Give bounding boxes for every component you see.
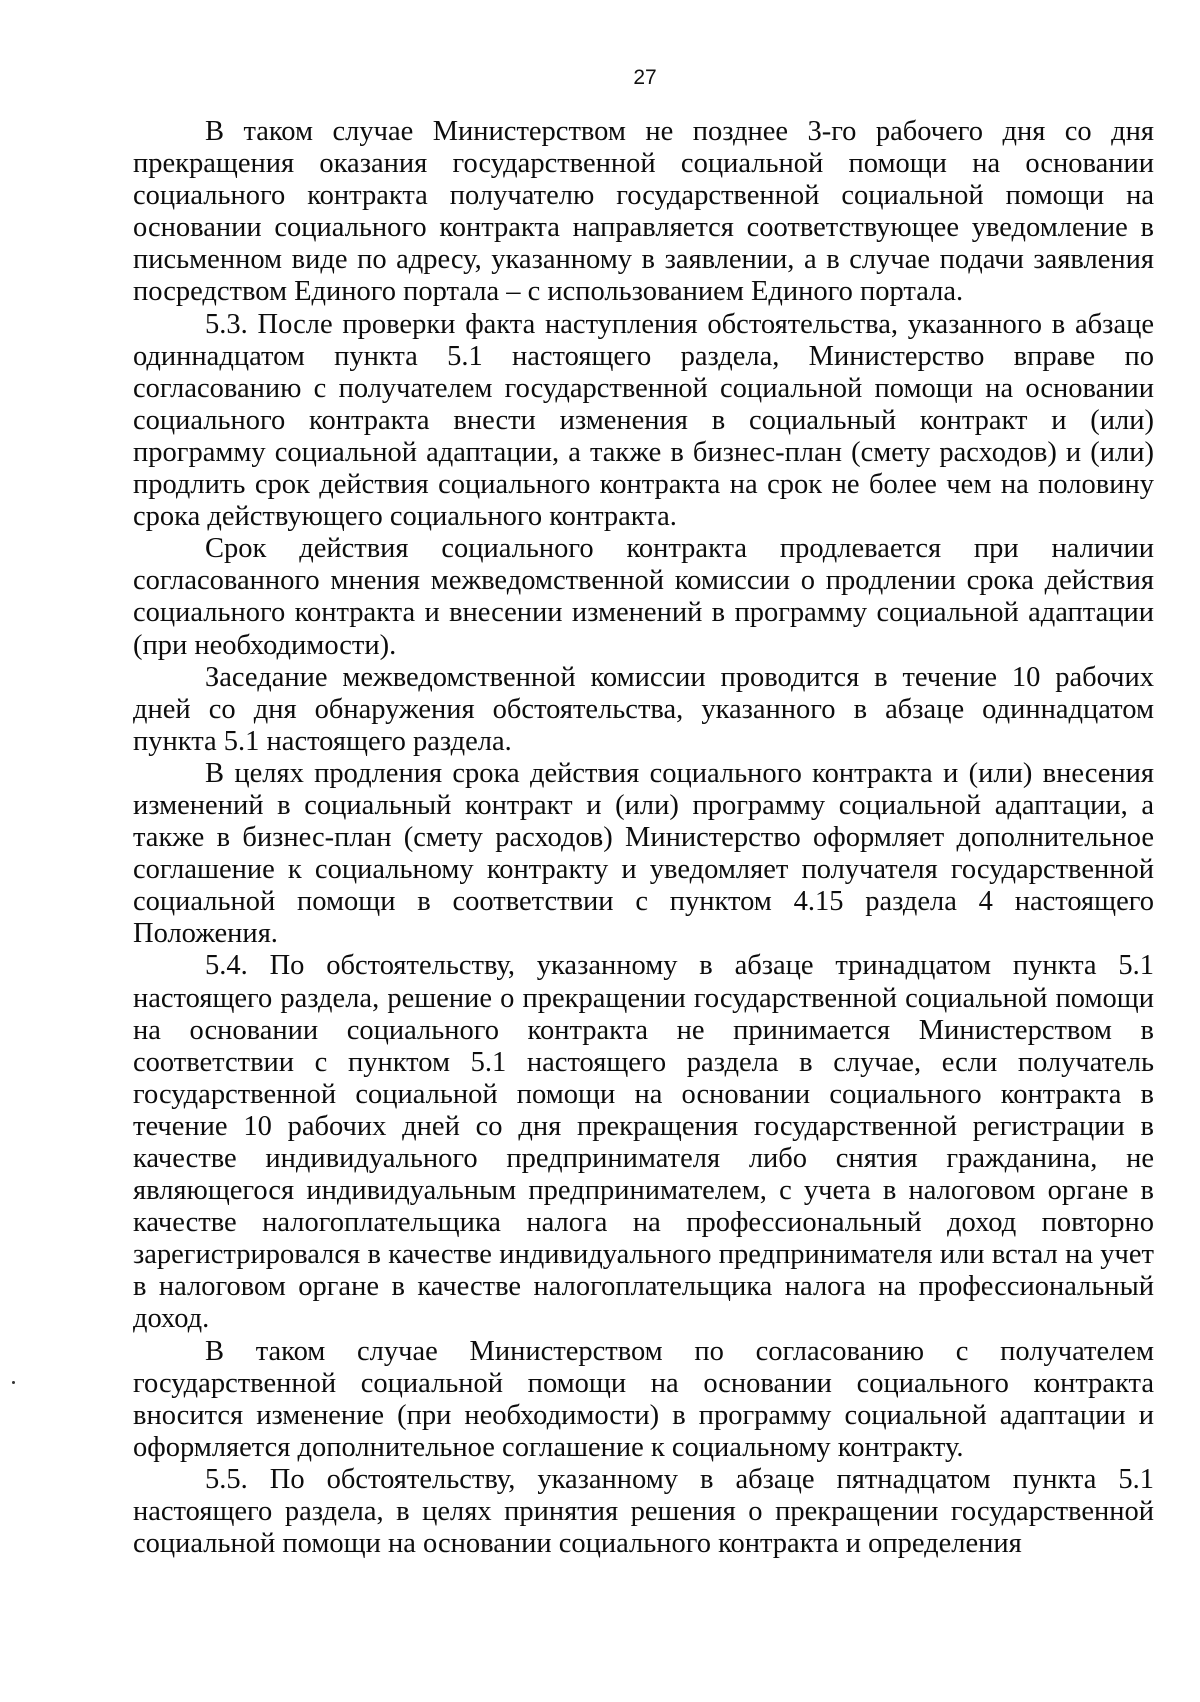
paragraph-5-5: 5.5. По обстоятельству, указанному в абзаце пятнадцатом пункта 5.1 настоящего раздела, в целях принятия решения о прекращении государственной социальной помощи на основании социального контракта и определения (133, 1463, 1154, 1560)
paragraph-notification: В таком случае Министерством не позднее 3-го рабочего дня со дня прекращения оказания государственной социальной помощи на основании социального контракта получателю государственной социальной помощи на основании социального контракта направляется соответствующее уведомление в письменном виде по адресу, указанному в заявлении, а в случае подачи заявления посредством Единого портала – с использованием Единого портала. (133, 116, 1154, 308)
paragraph-5-4: 5.4. По обстоятельству, указанному в абзаце тринадцатом пункта 5.1 настоящего раздела, решение о прекращении государственной социальной помощи на основании социального контракта не принимается Министерством в соответствии с пунктом 5.1 настоящего раздела в случае, если получатель государственной социальной помощи на основании социального контракта в течение 10 рабочих дней со дня прекращения государственной регистрации в качестве индивидуального предпринимателя либо снятия гражданина, не являющегося индивидуальным предпринимателем, с учета в налоговом органе в качестве налогоплательщика налога на профессиональный доход повторно зарегистрировался в качестве индивидуального предпринимателя или встал на учет в налоговом органе в качестве налогоплательщика налога на профессиональный доход. (133, 950, 1154, 1335)
paragraph-extension-term: Срок действия социального контракта продлевается при наличии согласованного мнения межведомственной комиссии о продлении срока действия социального контракта и внесении изменений в программу социальной адаптации (при необходимости). (133, 533, 1154, 661)
scan-speck (12, 1381, 15, 1384)
page-number: 27 (633, 66, 657, 89)
paragraph-5-3: 5.3. После проверки факта наступления обстоятельства, указанного в абзаце одиннадцатом пункта 5.1 настоящего раздела, Министерство вправе по согласованию с получателем государственной социальной помощи на основании социального контракта внести изменения в социальный контракт и (или) программу социальной адаптации, а также в бизнес-план (смету расходов) и (или) продлить срок действия социального контракта на срок не более чем на половину срока действующего социального контракта. (133, 308, 1154, 533)
paragraph-commission-meeting: Заседание межведомственной комиссии проводится в течение 10 рабочих дней со дня обнаружения обстоятельства, указанного в абзаце одиннадцатом пункта 5.1 настоящего раздела. (133, 661, 1154, 757)
document-body (133, 116, 1154, 1560)
paragraph-additional-agreement: В целях продления срока действия социального контракта и (или) внесения изменений в социальный контракт и (или) программу социальной адаптации, а также в бизнес-план (смету расходов) Министерство оформляет дополнительное соглашение к социальному контракту и уведомляет получателя государственной социальной помощи в соответствии с пунктом 4.15 раздела 4 настоящего Положения. (133, 757, 1154, 950)
paragraph-program-change: В таком случае Министерством по согласованию с получателем государственной социальной помощи на основании социального контракта вносится изменение (при необходимости) в программу социальной адаптации и оформляется дополнительное соглашение к социальному контракту. (133, 1335, 1154, 1463)
